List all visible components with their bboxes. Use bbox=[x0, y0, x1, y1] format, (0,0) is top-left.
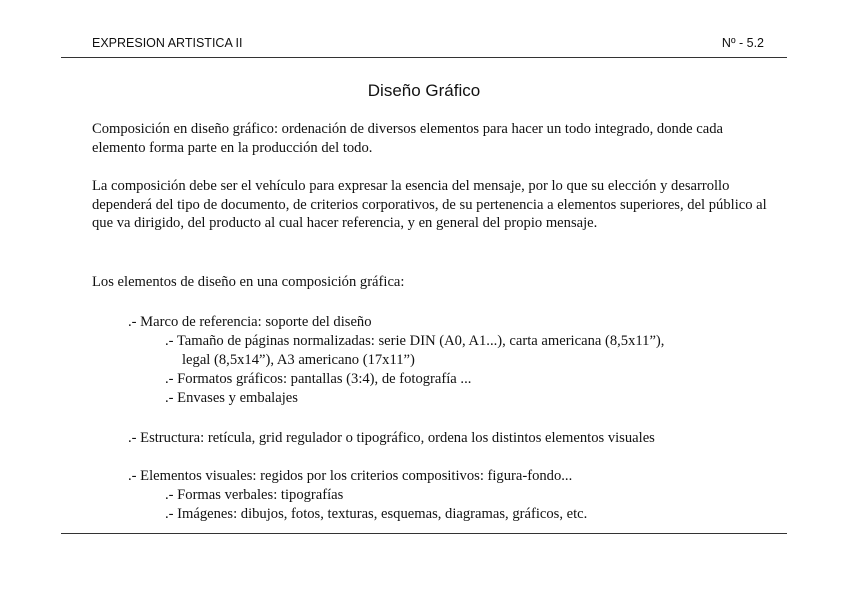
list-item-marco: .- Marco de referencia: soporte del diseño bbox=[128, 314, 372, 330]
list-item-estructura: .- Estructura: retícula, grid regulador o tipográfico, ordena los distintos elementos visuales bbox=[128, 430, 655, 446]
list-item-elementos-visuales: .- Elementos visuales: regidos por los criterios compositivos: figura-fondo... bbox=[128, 468, 573, 484]
page-number: Nº - 5.2 bbox=[721, 36, 764, 50]
paragraph-elementos-intro: Los elementos de diseño en una composición gráfica: bbox=[92, 274, 405, 290]
sublist-item-tamano: .- Tamaño de páginas normalizadas: serie DIN (A0, A1...), carta americana (8,5x11”), bbox=[165, 333, 665, 349]
sublist-item-imagenes: .- Imágenes: dibujos, fotos, texturas, esquemas, diagramas, gráficos, etc. bbox=[165, 506, 588, 522]
sublist-item-tamano-cont: legal (8,5x14”), A3 americano (17x11”) bbox=[182, 352, 415, 368]
sublist-item-envases: .- Envases y embalajes bbox=[165, 390, 298, 406]
paragraph-composicion: Composición en diseño gráfico: ordenación de diversos elementos para hacer un todo integrado, donde cada elemento forma parte en la producción del todo. bbox=[92, 121, 723, 156]
sublist-item-formas-verbales: .- Formas verbales: tipografías bbox=[165, 487, 344, 503]
paragraph-vehiculo: La composición debe ser el vehículo para expresar la esencia del mensaje, por lo que su elección y desarrollo dependerá del tipo de documento, de criterios corporativos, de su pertenencia a elementos superiores, del público al que va dirigido, del producto al cual hacer referencia, y en general del propio mensaje. bbox=[92, 178, 767, 231]
page-title: Diseño Gráfico bbox=[367, 81, 481, 100]
course-header: EXPRESION ARTISTICA II bbox=[92, 36, 243, 50]
header-divider bbox=[61, 57, 787, 58]
sublist-item-formatos: .- Formatos gráficos: pantallas (3:4), de fotografía ... bbox=[165, 371, 472, 387]
footer-divider bbox=[61, 533, 787, 534]
